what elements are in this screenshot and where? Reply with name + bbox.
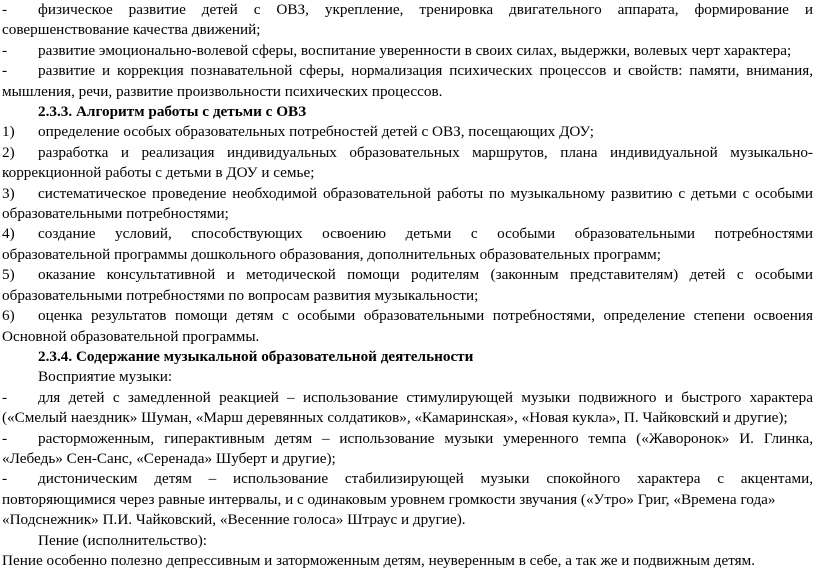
- list-item-continuation: («Смелый наездник» Шуман, «Марш деревянных солдатиков», «Камаринская», «Новая кукла», П. Чайковский и другие);: [2, 409, 788, 427]
- section-heading-algorithm: 2.3.3. Алгоритм работы с детьми с ОВЗ: [38, 103, 307, 121]
- list-item-text: расторможенным, гиперактивным детям – использование музыки умеренного темпа («Жаворонок» И. Глинка,: [38, 429, 813, 447]
- list-item-continuation: коррекционной работы с детьми в ДОУ и семье;: [2, 164, 315, 182]
- perception-label: Восприятие музыки:: [38, 368, 173, 386]
- list-item-text: оценка результатов помощи детям с особыми образовательными потребностями, определение степени освоения: [38, 307, 813, 325]
- list-bullet: -: [2, 470, 8, 488]
- goals-list: [2, 0, 813, 102]
- list-item-continuation: образовательными потребностями;: [2, 205, 229, 223]
- list-item-continuation: образовательной программы дошкольного образования, дополнительных образовательных программ;: [2, 245, 661, 263]
- list-number: 3): [2, 184, 15, 202]
- list-item: [2, 0, 813, 41]
- list-bullet: -: [2, 429, 8, 447]
- list-bullet: -: [2, 62, 8, 80]
- list-item-text: оказание консультативной и методической помощи родителям (законным представителям) детей с особыми: [38, 266, 813, 284]
- list-item-text: развитие и коррекция познавательной сферы, нормализация психических процессов и свойств: памяти, внимания,: [38, 62, 813, 80]
- list-item: [2, 61, 813, 102]
- list-item: [2, 265, 813, 306]
- list-item-text: систематическое проведение необходимой образовательной работы по музыкальному развитию с детьми с особыми: [38, 184, 813, 202]
- list-item: [2, 184, 813, 225]
- singing-label: Пение (исполнительство):: [38, 531, 207, 549]
- list-item-text: разработка и реализация индивидуальных образовательных маршрутов, плана индивидуальной музыкально-: [38, 143, 813, 161]
- list-item-continuation: образовательными потребностями по вопросам развития музыкальности;: [2, 286, 479, 304]
- list-item: [2, 429, 813, 470]
- list-bullet: -: [2, 41, 8, 59]
- list-item: [2, 41, 813, 61]
- list-number: 6): [2, 307, 15, 325]
- list-item: [2, 306, 813, 347]
- list-number: 4): [2, 225, 15, 243]
- list-item: [2, 143, 813, 184]
- list-item-text: для детей с замедленной реакцией – использование стимулирующей музыки подвижного и быстрого характера: [38, 388, 813, 406]
- list-item-continuation: Основной образовательной программы.: [2, 327, 260, 345]
- algorithm-list: [2, 122, 813, 346]
- list-item-continuation: повторяющимися через равные интервалы, и с одинаковым уровнем громкости звучания («Утро» Григ, «Времена года» «Подснежник» П.И. Чайковский, «Весенние голоса» Штраус и другие).: [2, 490, 776, 529]
- section-heading-content: 2.3.4. Содержание музыкальной образовательной деятельности: [38, 347, 474, 365]
- list-bullet: -: [2, 1, 8, 18]
- list-item-text: определение особых образовательных потребностей детей с ОВЗ, посещающих ДОУ;: [38, 123, 594, 141]
- list-item-text: физическое развитие детей с ОВЗ, укрепление, тренировка двигательного аппарата, формирование и: [38, 1, 813, 18]
- list-item-text: дистоническим детям – использование стабилизирующей музыки спокойного характера с акцентами,: [38, 470, 813, 488]
- singing-paragraph: Пение особенно полезно депрессивным и заторможенным детям, неуверенным в себе, а так же и подвижным детям.: [2, 551, 756, 569]
- list-item: [2, 224, 813, 265]
- list-item-continuation: мышления, речи, развитие произвольности психических процессов.: [2, 82, 443, 100]
- list-number: 1): [2, 123, 15, 141]
- list-item-text: создание условий, способствующих освоению детьми с особыми образовательными потребностями: [38, 225, 813, 243]
- list-item: [2, 388, 813, 429]
- list-item: [2, 469, 813, 530]
- list-number: 2): [2, 143, 15, 161]
- list-item-continuation: «Лебедь» Сен-Санс, «Серенада» Шуберт и другие);: [2, 449, 336, 467]
- list-item-text: развитие эмоционально-волевой сферы, воспитание уверенности в своих силах, выдержки, волевых черт характера;: [38, 41, 792, 59]
- list-bullet: -: [2, 388, 8, 406]
- perception-list: [2, 388, 813, 531]
- list-item: [2, 122, 813, 142]
- list-number: 5): [2, 266, 15, 284]
- list-item-continuation: совершенствование качества движений;: [2, 21, 261, 39]
